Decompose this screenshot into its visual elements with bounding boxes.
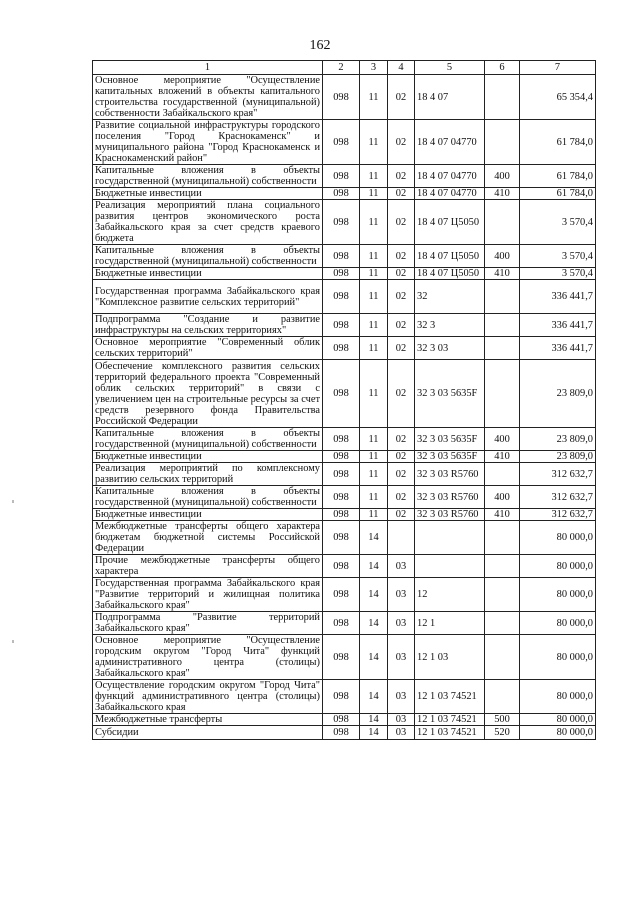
cell-subsection: 02 bbox=[388, 188, 415, 200]
cell-expense-type: 410 bbox=[485, 188, 520, 200]
cell-expense-type: 410 bbox=[485, 268, 520, 280]
cell-target-article: 32 3 03 5635F bbox=[415, 428, 485, 451]
table-row bbox=[93, 268, 596, 280]
cell-subsection: 02 bbox=[388, 486, 415, 509]
cell-amount: 80 000,0 bbox=[520, 726, 596, 740]
cell-expense-type bbox=[485, 578, 520, 612]
cell-ministry: 098 bbox=[323, 451, 360, 463]
cell-expense-type bbox=[485, 360, 520, 428]
margin-mark bbox=[12, 500, 14, 503]
cell-ministry: 098 bbox=[323, 314, 360, 337]
row-name: Капитальные вложения в объекты государственной (муниципальной) собственности bbox=[93, 486, 323, 509]
table-row bbox=[93, 612, 596, 635]
cell-subsection: 02 bbox=[388, 451, 415, 463]
table-row bbox=[93, 360, 596, 428]
cell-target-article: 12 bbox=[415, 578, 485, 612]
cell-ministry: 098 bbox=[323, 509, 360, 521]
cell-subsection: 02 bbox=[388, 314, 415, 337]
table-row bbox=[93, 680, 596, 714]
cell-section: 14 bbox=[360, 555, 388, 578]
page-number: 162 bbox=[309, 38, 331, 53]
cell-expense-type bbox=[485, 555, 520, 578]
cell-expense-type bbox=[485, 521, 520, 555]
table-row bbox=[93, 714, 596, 726]
cell-subsection: 03 bbox=[388, 578, 415, 612]
cell-amount: 23 809,0 bbox=[520, 428, 596, 451]
cell-section: 11 bbox=[360, 486, 388, 509]
cell-target-article: 32 3 03 5635F bbox=[415, 451, 485, 463]
cell-ministry: 098 bbox=[323, 337, 360, 360]
cell-expense-type: 410 bbox=[485, 451, 520, 463]
table-row bbox=[93, 555, 596, 578]
cell-target-article: 12 1 03 74521 bbox=[415, 680, 485, 714]
cell-ministry: 098 bbox=[323, 555, 360, 578]
cell-target-article: 32 3 03 bbox=[415, 337, 485, 360]
row-name: Бюджетные инвестиции bbox=[93, 188, 323, 200]
table-row bbox=[93, 75, 596, 120]
table-row bbox=[93, 486, 596, 509]
cell-ministry: 098 bbox=[323, 165, 360, 188]
table-row bbox=[93, 337, 596, 360]
table-row bbox=[93, 578, 596, 612]
cell-amount: 61 784,0 bbox=[520, 188, 596, 200]
cell-amount: 23 809,0 bbox=[520, 451, 596, 463]
cell-target-article: 18 4 07 04770 bbox=[415, 165, 485, 188]
cell-section: 11 bbox=[360, 314, 388, 337]
row-name: Основное мероприятие "Современный облик сельских территорий" bbox=[93, 337, 323, 360]
cell-target-article: 32 3 03 R5760 bbox=[415, 486, 485, 509]
cell-subsection: 03 bbox=[388, 680, 415, 714]
cell-expense-type bbox=[485, 680, 520, 714]
row-name: Субсидии bbox=[93, 726, 323, 740]
cell-subsection: 02 bbox=[388, 120, 415, 165]
table-body bbox=[93, 75, 596, 740]
header-row bbox=[93, 61, 596, 75]
table-row bbox=[93, 509, 596, 521]
table-row bbox=[93, 165, 596, 188]
cell-subsection: 03 bbox=[388, 714, 415, 726]
cell-target-article: 18 4 07 04770 bbox=[415, 120, 485, 165]
cell-ministry: 098 bbox=[323, 268, 360, 280]
cell-expense-type bbox=[485, 635, 520, 680]
cell-amount: 80 000,0 bbox=[520, 612, 596, 635]
row-name: Прочие межбюджетные трансферты общего характера bbox=[93, 555, 323, 578]
cell-target-article: 18 4 07 04770 bbox=[415, 188, 485, 200]
cell-target-article bbox=[415, 521, 485, 555]
cell-expense-type bbox=[485, 337, 520, 360]
cell-ministry: 098 bbox=[323, 245, 360, 268]
cell-expense-type bbox=[485, 120, 520, 165]
cell-ministry: 098 bbox=[323, 612, 360, 635]
row-name: Бюджетные инвестиции bbox=[93, 451, 323, 463]
cell-section: 14 bbox=[360, 726, 388, 740]
cell-subsection: 02 bbox=[388, 509, 415, 521]
cell-expense-type bbox=[485, 314, 520, 337]
cell-amount: 336 441,7 bbox=[520, 337, 596, 360]
cell-target-article: 32 3 03 5635F bbox=[415, 360, 485, 428]
cell-subsection: 02 bbox=[388, 268, 415, 280]
cell-section: 11 bbox=[360, 165, 388, 188]
cell-amount: 3 570,4 bbox=[520, 245, 596, 268]
table-row bbox=[93, 280, 596, 314]
cell-expense-type bbox=[485, 612, 520, 635]
row-name: Бюджетные инвестиции bbox=[93, 509, 323, 521]
row-name: Реализация мероприятий по комплексному развитию сельских территорий bbox=[93, 463, 323, 486]
cell-subsection: 03 bbox=[388, 555, 415, 578]
cell-ministry: 098 bbox=[323, 360, 360, 428]
cell-expense-type: 400 bbox=[485, 486, 520, 509]
cell-ministry: 098 bbox=[323, 486, 360, 509]
margin-mark bbox=[12, 640, 14, 643]
cell-target-article: 18 4 07 Ц5050 bbox=[415, 245, 485, 268]
table-row bbox=[93, 314, 596, 337]
cell-ministry: 098 bbox=[323, 635, 360, 680]
column-header: 6 bbox=[485, 61, 520, 75]
cell-target-article: 32 3 bbox=[415, 314, 485, 337]
cell-target-article: 12 1 03 74521 bbox=[415, 714, 485, 726]
cell-target-article: 32 bbox=[415, 280, 485, 314]
cell-section: 11 bbox=[360, 200, 388, 245]
cell-target-article: 12 1 03 74521 bbox=[415, 726, 485, 740]
cell-expense-type bbox=[485, 200, 520, 245]
row-name: Капитальные вложения в объекты государственной (муниципальной) собственности bbox=[93, 165, 323, 188]
row-name: Развитие социальной инфраструктуры городского поселения "Город Краснокаменск" и муниципального района "Город Краснокаменск и Краснокаменский район" bbox=[93, 120, 323, 165]
cell-amount: 61 784,0 bbox=[520, 120, 596, 165]
cell-amount: 80 000,0 bbox=[520, 555, 596, 578]
cell-subsection: 02 bbox=[388, 200, 415, 245]
cell-ministry: 098 bbox=[323, 521, 360, 555]
cell-expense-type: 400 bbox=[485, 428, 520, 451]
cell-amount: 80 000,0 bbox=[520, 635, 596, 680]
cell-section: 11 bbox=[360, 280, 388, 314]
row-name: Подпрограмма "Развитие территорий Забайкальского края" bbox=[93, 612, 323, 635]
cell-section: 14 bbox=[360, 714, 388, 726]
cell-section: 11 bbox=[360, 509, 388, 521]
cell-section: 11 bbox=[360, 75, 388, 120]
cell-subsection: 02 bbox=[388, 428, 415, 451]
cell-section: 11 bbox=[360, 120, 388, 165]
cell-amount: 336 441,7 bbox=[520, 280, 596, 314]
cell-amount: 61 784,0 bbox=[520, 165, 596, 188]
row-name: Межбюджетные трансферты bbox=[93, 714, 323, 726]
cell-section: 14 bbox=[360, 521, 388, 555]
cell-target-article: 32 3 03 R5760 bbox=[415, 463, 485, 486]
cell-expense-type: 400 bbox=[485, 245, 520, 268]
cell-ministry: 098 bbox=[323, 680, 360, 714]
cell-amount: 80 000,0 bbox=[520, 680, 596, 714]
cell-ministry: 098 bbox=[323, 280, 360, 314]
cell-target-article: 18 4 07 Ц5050 bbox=[415, 200, 485, 245]
cell-target-article: 12 1 03 bbox=[415, 635, 485, 680]
cell-section: 11 bbox=[360, 337, 388, 360]
cell-expense-type: 520 bbox=[485, 726, 520, 740]
row-name: Основное мероприятие "Осуществление капитальных вложений в объекты капитального строительства государственной (муниципальной) собственности Забайкальского края" bbox=[93, 75, 323, 120]
cell-expense-type bbox=[485, 280, 520, 314]
cell-subsection: 02 bbox=[388, 337, 415, 360]
cell-section: 11 bbox=[360, 428, 388, 451]
cell-amount: 80 000,0 bbox=[520, 714, 596, 726]
cell-target-article: 18 4 07 bbox=[415, 75, 485, 120]
cell-ministry: 098 bbox=[323, 75, 360, 120]
cell-expense-type: 410 bbox=[485, 509, 520, 521]
cell-amount: 312 632,7 bbox=[520, 463, 596, 486]
cell-target-article: 32 3 03 R5760 bbox=[415, 509, 485, 521]
cell-ministry: 098 bbox=[323, 188, 360, 200]
table-row bbox=[93, 428, 596, 451]
row-name: Подпрограмма "Создание и развитие инфраструктуры на сельских территориях" bbox=[93, 314, 323, 337]
table-row bbox=[93, 188, 596, 200]
cell-subsection: 02 bbox=[388, 360, 415, 428]
table-row bbox=[93, 726, 596, 740]
cell-expense-type bbox=[485, 463, 520, 486]
cell-subsection: 02 bbox=[388, 165, 415, 188]
cell-target-article: 12 1 bbox=[415, 612, 485, 635]
cell-subsection bbox=[388, 521, 415, 555]
cell-amount: 336 441,7 bbox=[520, 314, 596, 337]
cell-target-article bbox=[415, 555, 485, 578]
cell-ministry: 098 bbox=[323, 463, 360, 486]
column-header: 3 bbox=[360, 61, 388, 75]
cell-subsection: 02 bbox=[388, 245, 415, 268]
row-name: Реализация мероприятий плана социального развития центров экономического роста Забайкальского края за счет средств краевого бюджета bbox=[93, 200, 323, 245]
cell-subsection: 02 bbox=[388, 75, 415, 120]
row-name: Основное мероприятие "Осуществление городским округом "Город Чита" функций административного центра (столицы) Забайкальского края" bbox=[93, 635, 323, 680]
column-header: 2 bbox=[323, 61, 360, 75]
row-name: Капитальные вложения в объекты государственной (муниципальной) собственности bbox=[93, 428, 323, 451]
cell-ministry: 098 bbox=[323, 200, 360, 245]
row-name: Капитальные вложения в объекты государственной (муниципальной) собственности bbox=[93, 245, 323, 268]
cell-amount: 23 809,0 bbox=[520, 360, 596, 428]
cell-expense-type: 400 bbox=[485, 165, 520, 188]
cell-amount: 3 570,4 bbox=[520, 200, 596, 245]
cell-section: 14 bbox=[360, 612, 388, 635]
row-name: Государственная программа Забайкальского края "Развитие территорий и жилищная политика Забайкальского края" bbox=[93, 578, 323, 612]
table-row bbox=[93, 521, 596, 555]
row-name: Осуществление городским округом "Город Чита" функций административного центра (столицы) Забайкальского края bbox=[93, 680, 323, 714]
cell-ministry: 098 bbox=[323, 120, 360, 165]
cell-section: 14 bbox=[360, 578, 388, 612]
cell-ministry: 098 bbox=[323, 714, 360, 726]
column-header: 1 bbox=[93, 61, 323, 75]
cell-amount: 80 000,0 bbox=[520, 521, 596, 555]
cell-section: 11 bbox=[360, 451, 388, 463]
cell-ministry: 098 bbox=[323, 428, 360, 451]
table-row bbox=[93, 451, 596, 463]
table-row bbox=[93, 200, 596, 245]
column-header: 7 bbox=[520, 61, 596, 75]
table-row bbox=[93, 463, 596, 486]
row-name: Государственная программа Забайкальского края "Комплексное развитие сельских территорий" bbox=[93, 280, 323, 314]
cell-amount: 3 570,4 bbox=[520, 268, 596, 280]
cell-amount: 312 632,7 bbox=[520, 486, 596, 509]
cell-subsection: 02 bbox=[388, 280, 415, 314]
cell-subsection: 03 bbox=[388, 726, 415, 740]
column-header: 5 bbox=[415, 61, 485, 75]
cell-amount: 80 000,0 bbox=[520, 578, 596, 612]
cell-section: 11 bbox=[360, 245, 388, 268]
cell-expense-type: 500 bbox=[485, 714, 520, 726]
cell-subsection: 03 bbox=[388, 635, 415, 680]
cell-subsection: 02 bbox=[388, 463, 415, 486]
cell-ministry: 098 bbox=[323, 578, 360, 612]
cell-section: 11 bbox=[360, 268, 388, 280]
cell-ministry: 098 bbox=[323, 726, 360, 740]
budget-table bbox=[92, 60, 596, 740]
cell-target-article: 18 4 07 Ц5050 bbox=[415, 268, 485, 280]
cell-section: 11 bbox=[360, 463, 388, 486]
cell-amount: 312 632,7 bbox=[520, 509, 596, 521]
cell-section: 11 bbox=[360, 188, 388, 200]
cell-subsection: 03 bbox=[388, 612, 415, 635]
column-header: 4 bbox=[388, 61, 415, 75]
cell-amount: 65 354,4 bbox=[520, 75, 596, 120]
table-row bbox=[93, 635, 596, 680]
table-row bbox=[93, 245, 596, 268]
row-name: Бюджетные инвестиции bbox=[93, 268, 323, 280]
row-name: Межбюджетные трансферты общего характера бюджетам бюджетной системы Российской Федерации bbox=[93, 521, 323, 555]
cell-section: 11 bbox=[360, 360, 388, 428]
row-name: Обеспечение комплексного развития сельских территорий федерального проекта "Современный облик сельских территорий" в связи с увеличением цен на строительные ресурсы за счет средств резервного фонда Правительства Российской Федерации bbox=[93, 360, 323, 428]
cell-section: 14 bbox=[360, 635, 388, 680]
cell-expense-type bbox=[485, 75, 520, 120]
table-row bbox=[93, 120, 596, 165]
cell-section: 14 bbox=[360, 680, 388, 714]
